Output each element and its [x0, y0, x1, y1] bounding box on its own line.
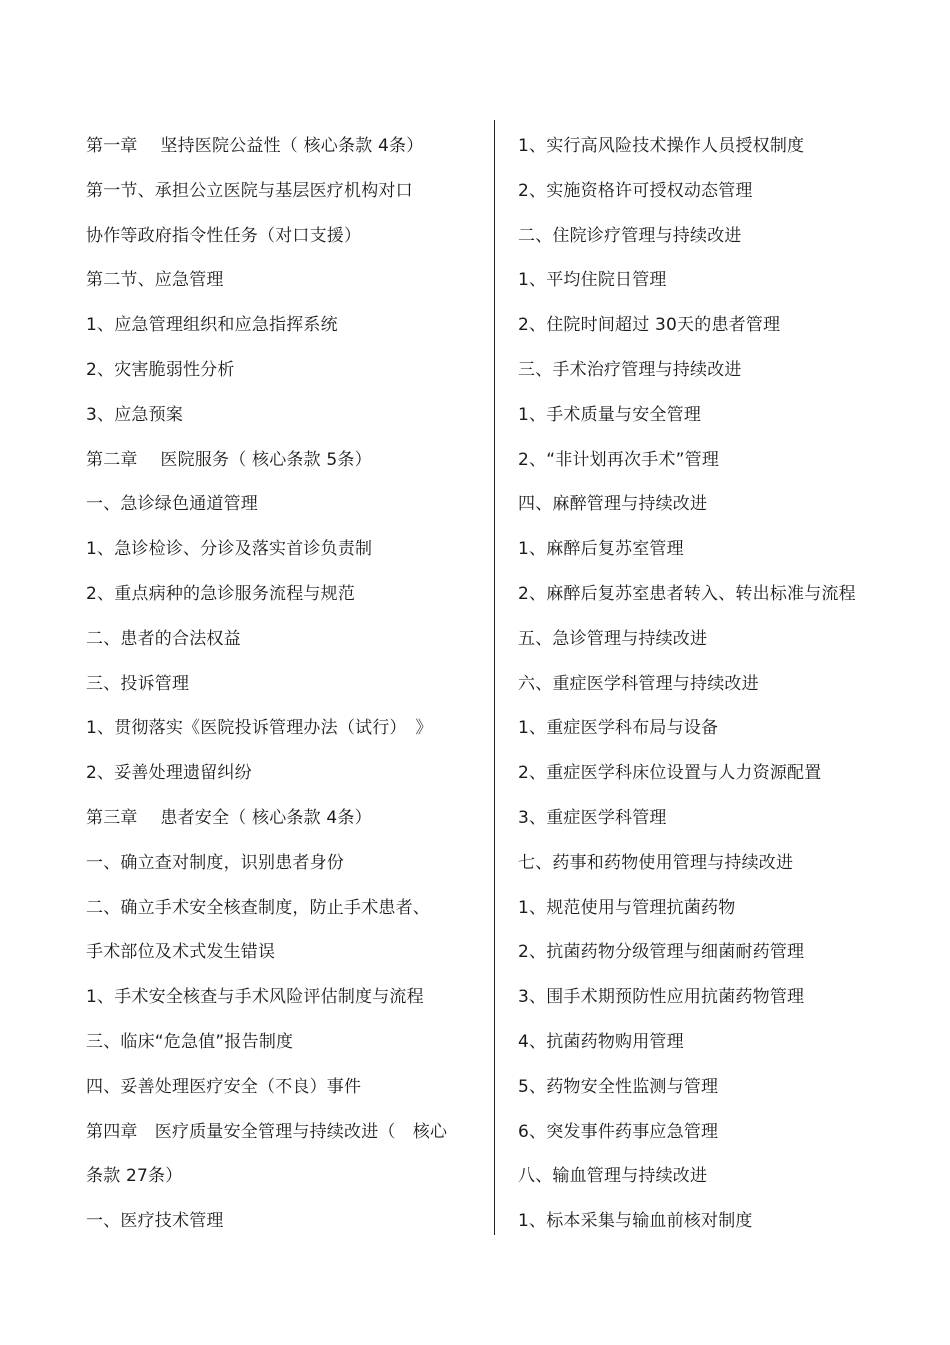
text-line: 第一章 坚持医院公益性（ 核心条款 4条）	[86, 136, 424, 156]
text-line: 2、“非计划再次手术”管理	[518, 449, 720, 470]
text-line: 1、手术安全核查与手术风险评估制度与流程	[86, 987, 424, 1008]
text-line: 1、重症医学科布局与设备	[518, 718, 719, 739]
text-line: 四、麻醉管理与持续改进	[518, 494, 708, 515]
text-line: 八、输血管理与持续改进	[518, 1166, 708, 1187]
text-line: 一、医疗技术管理	[86, 1211, 224, 1232]
text-line: 5、药物安全性监测与管理	[518, 1076, 719, 1097]
text-line: 2、麻醉后复苏室患者转入、转出标准与流程	[518, 583, 856, 604]
text-line: 第一节、承担公立医院与基层医疗机构对口	[86, 180, 413, 201]
text-line: 手术部位及术式发生错误	[86, 942, 276, 963]
text-line: 1、应急管理组织和应急指挥系统	[86, 315, 338, 336]
text-line: 3、重症医学科管理	[518, 807, 667, 828]
text-line: 三、手术治疗管理与持续改进	[518, 359, 742, 380]
text-line: 2、重点病种的急诊服务流程与规范	[86, 583, 356, 604]
text-line: 五、急诊管理与持续改进	[518, 628, 708, 649]
text-line: 1、标本采集与输血前核对制度	[518, 1211, 753, 1232]
text-line: 三、临床“危急值”报告制度	[86, 1031, 294, 1052]
text-line: 2、灾害脆弱性分析	[86, 359, 235, 380]
text-line: 2、实施资格许可授权动态管理	[518, 180, 753, 201]
text-line: 4、抗菌药物购用管理	[518, 1031, 684, 1052]
text-line: 1、实行高风险技术操作人员授权制度	[518, 136, 805, 156]
text-line: 2、重症医学科床位设置与人力资源配置	[518, 763, 822, 784]
text-line: 一、确立查对制度，识别患者身份	[86, 852, 344, 873]
text-line: 2、住院时间超过 30天的患者管理	[518, 315, 781, 336]
text-line: 2、抗菌药物分级管理与细菌耐药管理	[518, 942, 805, 963]
column-divider	[494, 120, 495, 1235]
text-line: 6、突发事件药事应急管理	[518, 1121, 719, 1142]
text-line: 3、围手术期预防性应用抗菌药物管理	[518, 987, 805, 1008]
text-line: 第二章 医院服务（ 核心条款 5条）	[86, 449, 372, 470]
text-line: 1、规范使用与管理抗菌药物	[518, 897, 736, 918]
text-line: 四、妥善处理医疗安全（不良）事件	[86, 1076, 362, 1097]
text-line: 3、应急预案	[86, 404, 184, 425]
text-line: 六、重症医学科管理与持续改进	[518, 673, 759, 694]
text-line: 1、贯彻落实《医院投诉管理办法（试行） 》	[86, 718, 433, 739]
text-line: 二、住院诊疗管理与持续改进	[518, 225, 742, 246]
text-line: 三、投诉管理	[86, 673, 190, 694]
text-line: 二、确立手术安全核查制度，防止手术患者、	[86, 897, 430, 918]
text-line: 七、药事和药物使用管理与持续改进	[518, 852, 794, 873]
text-line: 协作等政府指令性任务（对口支援）	[86, 225, 362, 246]
text-line: 1、麻醉后复苏室管理	[518, 539, 684, 560]
text-line: 1、手术质量与安全管理	[518, 404, 702, 425]
right-column	[518, 124, 918, 1244]
text-line: 条款 27条）	[86, 1166, 183, 1187]
text-line: 一、急诊绿色通道管理	[86, 494, 258, 515]
text-line: 第四章 医疗质量安全管理与持续改进（ 核心	[86, 1121, 448, 1142]
text-line: 2、妥善处理遗留纠纷	[86, 763, 252, 784]
text-line: 第三章 患者安全（ 核心条款 4条）	[86, 807, 372, 828]
text-line: 第二节、应急管理	[86, 270, 224, 291]
text-line: 二、患者的合法权益	[86, 628, 241, 649]
text-line: 1、急诊检诊、分诊及落实首诊负责制	[86, 539, 373, 560]
left-column	[86, 124, 481, 1244]
text-line: 1、平均住院日管理	[518, 270, 667, 291]
